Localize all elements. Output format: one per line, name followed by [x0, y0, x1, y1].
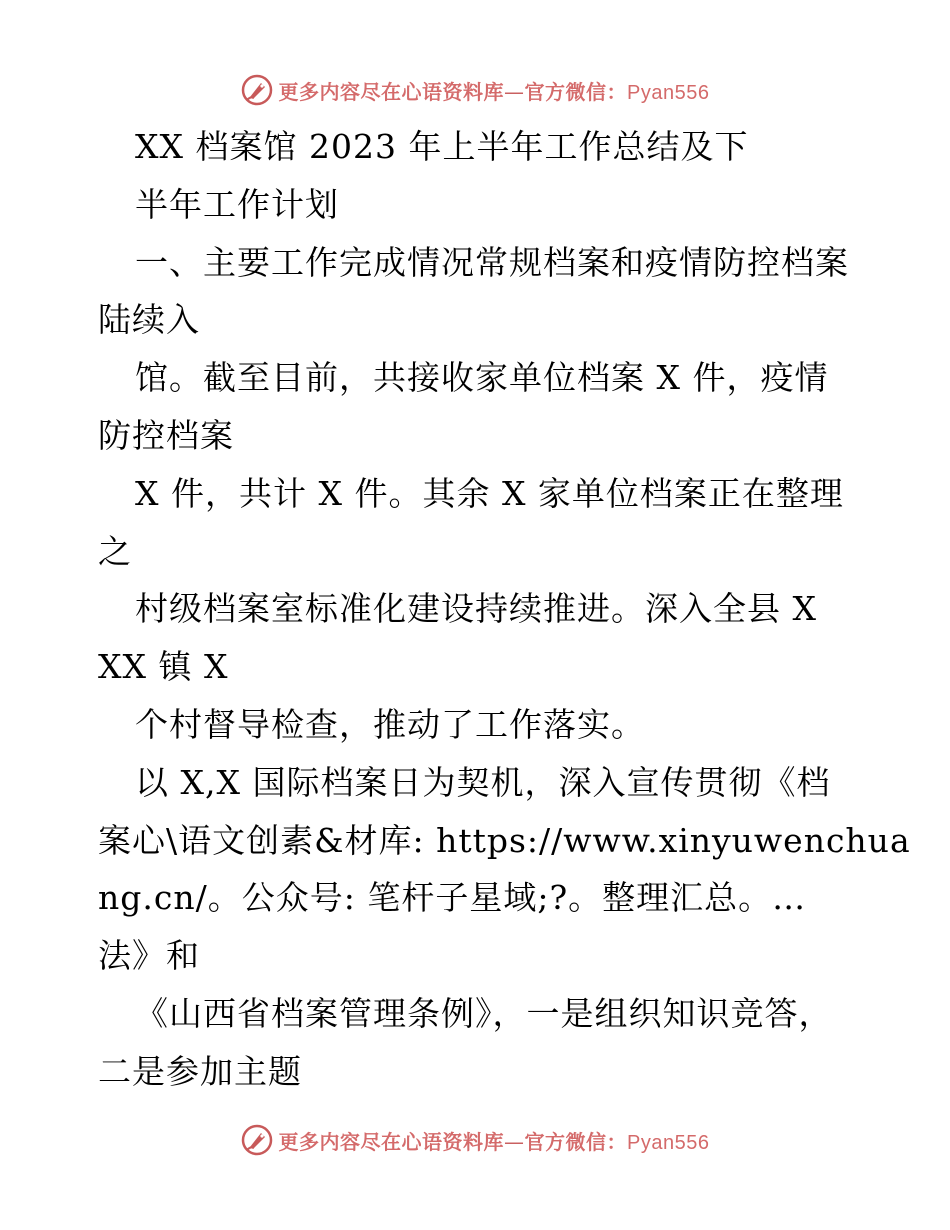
watermark-wechat-label: 官方微信： [524, 1129, 628, 1154]
doc-line-1: 半年工作计划 [135, 184, 339, 224]
doc-line-7: 之 [98, 531, 132, 571]
document-body [98, 118, 911, 1101]
watermark-brand: 更多内容尽在心语资料库 [278, 1129, 505, 1154]
watermark-text [279, 1126, 710, 1155]
doc-line-15: 《山西省档案管理条例》，一是组织知识竞答， [135, 993, 833, 1033]
doc-line-11: 以 X,X 国际档案日为契机，深入宣传贯彻《档 [135, 762, 831, 802]
doc-line-0: XX 档案馆 2023 年上半年工作总结及下 [135, 127, 749, 166]
pen-nib-logo-icon [241, 74, 273, 106]
watermark-banner-top [0, 70, 950, 110]
watermark-banner-bottom [0, 1120, 950, 1160]
watermark-wechat-label: 官方微信： [524, 79, 628, 104]
watermark-separator: — [504, 1129, 525, 1154]
doc-line-14: 法》和 [98, 936, 200, 976]
doc-line-9: XX 镇 X [98, 647, 229, 687]
doc-line-16: 二是参加主题 [98, 1051, 302, 1091]
pen-nib-logo-icon [241, 1124, 273, 1156]
watermark-text [279, 76, 710, 105]
watermark-separator: — [504, 79, 525, 104]
watermark-wechat-id: Pyan556 [627, 1131, 710, 1154]
doc-line-13: ng.cn/。公众号: 笔杆子星域;?。整理汇总。… [98, 878, 807, 918]
doc-line-5: 防控档案 [98, 415, 234, 455]
watermark-wechat-id: Pyan556 [627, 81, 710, 104]
doc-line-2: 一、主要工作完成情况常规档案和疫情防控档案 [135, 242, 849, 282]
doc-line-10: 个村督导检查，推动了工作落实。 [135, 704, 645, 744]
doc-line-8: 村级档案室标准化建设持续推进。深入全县 X [135, 589, 817, 629]
doc-line-12: 案心\语文创素&材库: https://www.xinyuwenchua [98, 820, 911, 860]
doc-line-4: 馆。截至目前，共接收家单位档案 X 件，疫情 [135, 358, 829, 398]
watermark-brand: 更多内容尽在心语资料库 [278, 79, 505, 104]
doc-line-3: 陆续入 [98, 300, 200, 340]
doc-line-6: X 件，共计 X 件。其余 X 家单位档案正在整理 [135, 473, 844, 513]
